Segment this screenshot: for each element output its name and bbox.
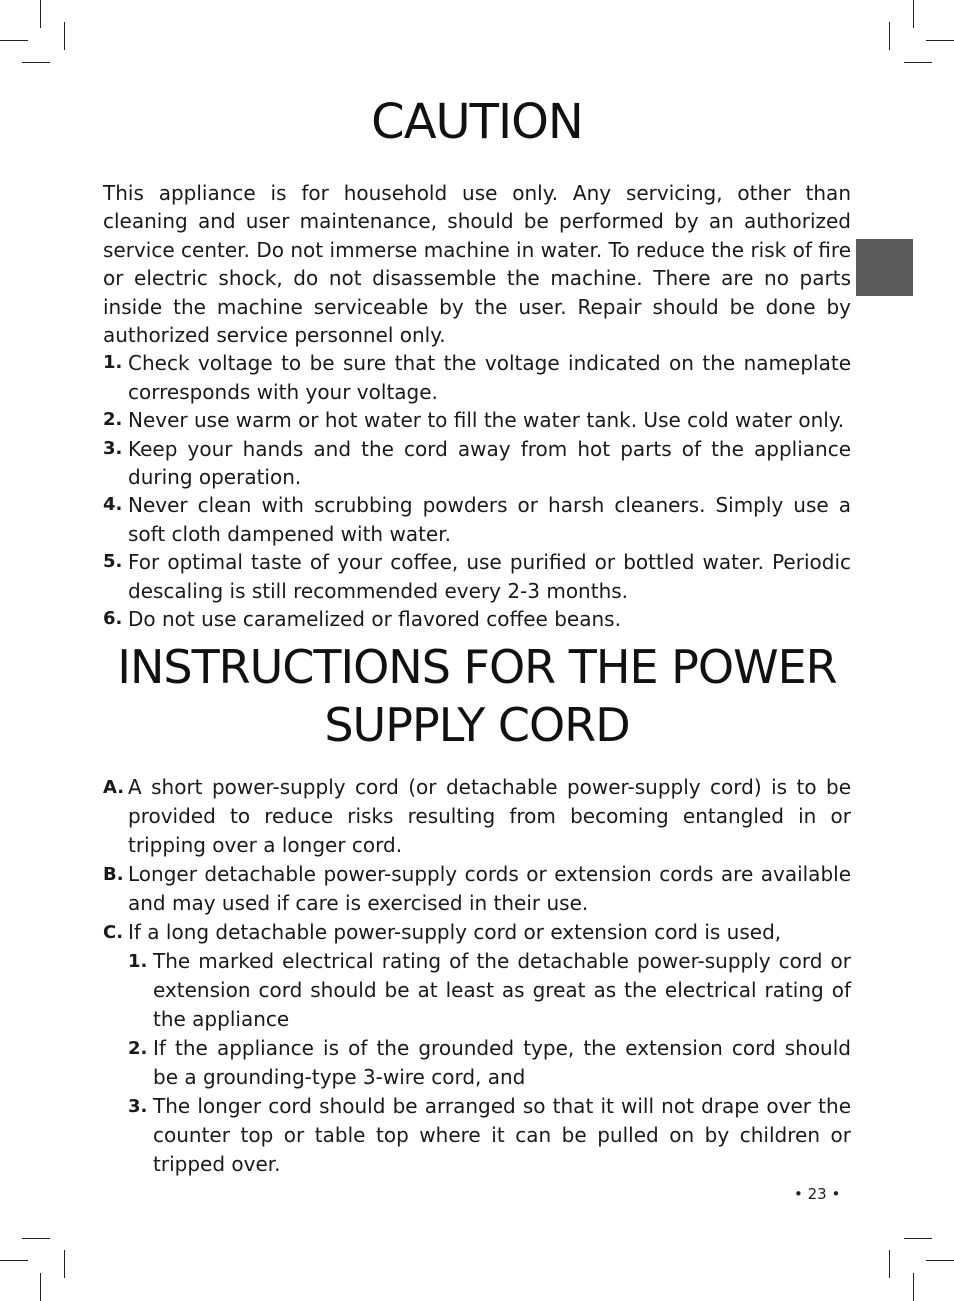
power-item [103, 773, 851, 860]
crop-mark [40, 1273, 41, 1301]
power-item [103, 918, 851, 947]
list-text: If a long detachable power-supply cord or extension cord is used, [128, 920, 782, 944]
crop-mark [926, 1260, 954, 1261]
crop-mark [0, 40, 28, 41]
section-tab-marker [856, 239, 913, 296]
crop-mark [889, 22, 890, 50]
crop-mark [913, 0, 914, 28]
list-text: Check voltage to be sure that the voltage indicated on the nameplate corresponds with your voltage. [128, 351, 851, 404]
caution-item [103, 548, 851, 605]
crop-mark [926, 40, 954, 41]
list-text: Never use warm or hot water to fill the water tank. Use cold water only. [128, 408, 845, 433]
list-marker: B. [103, 864, 124, 885]
caution-intro: This appliance is for household use only. Any servicing, other than cleaning and user maintenance, should be performed by an authorized service center. Do not immerse machine in water. To reduce the risk of fire or electric shock, do not disassemble the machine. There are no parts inside the machine serviceable by the user. Repair should be done by authorized service personnel only. [103, 181, 851, 348]
list-marker: 3. [128, 1096, 148, 1117]
crop-mark [913, 1273, 914, 1301]
list-text: Longer detachable power-supply cords or extension cords are available and may used if care is exercised in their use. [128, 862, 851, 915]
caution-item [103, 605, 851, 633]
crop-mark [22, 1238, 50, 1239]
power-subitem [103, 947, 851, 1034]
crop-mark [889, 1250, 890, 1278]
caution-heading: CAUTION [371, 94, 583, 150]
list-text: The marked electrical rating of the detachable power-supply cord or extension cord should be at least as great as the electrical rating of the appliance [153, 949, 851, 1031]
list-marker: 5. [103, 551, 123, 573]
list-text: Never clean with scrubbing powders or harsh cleaners. Simply use a soft cloth dampened with water. [128, 493, 851, 546]
caution-item [103, 435, 851, 492]
crop-mark [22, 62, 50, 63]
list-marker: 3. [103, 437, 123, 459]
list-marker: 4. [103, 494, 123, 516]
crop-mark [64, 22, 65, 50]
list-text: If the appliance is of the grounded type, the extension cord should be a grounding-type 3-wire cord, and [153, 1036, 851, 1089]
crop-mark [904, 1238, 932, 1239]
crop-mark [64, 1250, 65, 1278]
list-marker: 1. [128, 951, 148, 972]
page-number: • 23 • [794, 1185, 841, 1203]
caution-section [103, 179, 851, 634]
list-text: A short power-supply cord (or detachable power-supply cord) is to be provided to reduce risks resulting from becoming entangled in or tripping over a longer cord. [128, 775, 851, 857]
crop-mark [904, 62, 932, 63]
power-item [103, 860, 851, 918]
power-cord-section [103, 773, 851, 1179]
list-marker: 6. [103, 608, 123, 630]
power-subitem [103, 1092, 851, 1179]
power-cord-heading [0, 638, 954, 754]
heading-line: INSTRUCTIONS FOR THE POWER [117, 640, 837, 694]
caution-item [103, 406, 851, 434]
power-subitem [103, 1034, 851, 1092]
list-marker: 2. [103, 409, 123, 431]
list-marker: 1. [103, 352, 123, 374]
list-marker: C. [103, 922, 124, 943]
list-text: The longer cord should be arranged so that it will not drape over the counter top or table top where it can be pulled on by children or tripped over. [153, 1094, 851, 1176]
list-marker: 2. [128, 1038, 148, 1059]
caution-item [103, 349, 851, 406]
list-marker: A. [103, 777, 125, 798]
heading-line: SUPPLY CORD [324, 698, 630, 752]
caution-item [103, 491, 851, 548]
list-text: Keep your hands and the cord away from hot parts of the appliance during operation. [128, 436, 851, 490]
list-text: Do not use caramelized or flavored coffee beans. [128, 607, 621, 632]
crop-mark [40, 0, 41, 28]
crop-mark [0, 1260, 28, 1261]
list-text: For optimal taste of your coffee, use purified or bottled water. Periodic descaling is still recommended every 2-3 months. [128, 550, 851, 603]
